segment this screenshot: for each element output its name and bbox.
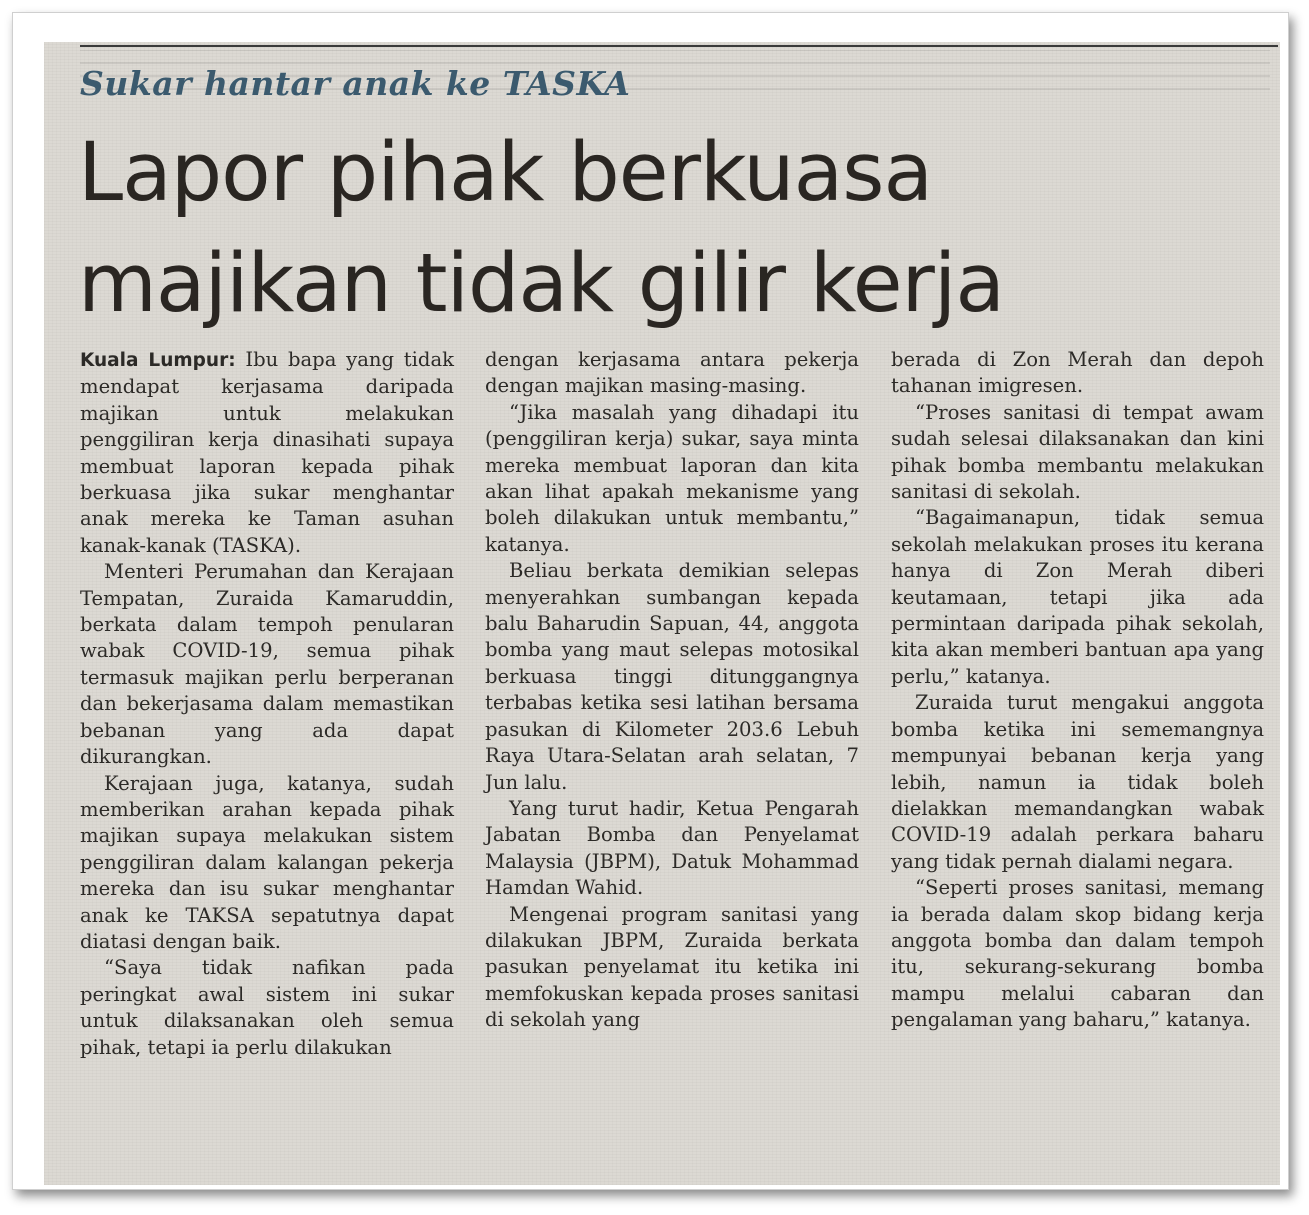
- paragraph: Zuraida turut mengakui anggota bomba ketika ini sememangnya mempunyai bebanan kerja yang lebih, namun ia tidak boleh dielakkan memandangkan wabak COVID-19 adalah perkara baharu yang tidak pernah dialami negara.: [891, 691, 1264, 873]
- article-kicker: Sukar hantar anak ke TASKA: [80, 64, 631, 103]
- paragraph: Yang turut hadir, Ketua Pengarah Jabatan Bomba dan Penyelamat Malaysia (JBPM), Datuk Mohammad Hamdan Wahid.: [485, 796, 859, 900]
- article-headline: [78, 118, 1004, 340]
- paragraph: Menteri Perumahan dan Kerajaan Tempatan, Zuraida Kamaruddin, berkata dalam tempoh penularan wabak COVID-19, semua pihak termasuk majikan perlu berperanan dan bekerjasama dalam memastikan bebanan yang ada dapat dikurangkan.: [80, 560, 454, 769]
- clipping-frame: [12, 12, 1289, 1190]
- paragraph-text: Ibu bapa yang tidak mendapat kerjasama daripada majikan untuk melakukan penggiliran kerja dinasihati supaya membuat laporan kepada pihak berkuasa jika sukar menghantar anak mereka ke Taman asuhan kanak-kanak (TASKA).: [80, 348, 454, 557]
- dateline: Kuala Lumpur:: [80, 350, 236, 371]
- newspaper-clipping: [44, 42, 1280, 1185]
- headline-line-1: Lapor pihak berkuasa: [78, 126, 933, 220]
- top-rule: [80, 45, 1278, 47]
- article-column-1: [80, 347, 454, 1061]
- paragraph: berada di Zon Merah dan depoh tahanan imigresen.: [891, 348, 1264, 398]
- paragraph: “Seperti proses sanitasi, memang ia berada dalam skop bidang kerja anggota bomba dan dalam tempoh itu, sekurang-sekurang bomba mampu melalui cabaran dan pengalaman yang baharu,” katanya.: [891, 876, 1264, 1032]
- headline-line-2: majikan tidak gilir kerja: [78, 237, 1004, 331]
- paragraph: “Jika masalah yang dihadapi itu (penggiliran kerja) sukar, saya minta mereka membuat laporan dan kita akan lihat apakah mekanisme yang boleh dilakukan untuk membantu,” katanya.: [485, 400, 859, 556]
- paragraph: Beliau berkata demikian selepas menyerahkan sumbangan kepada balu Baharudin Sapuan, 44, anggota bomba yang maut selepas motosikal berkuasa tinggi ditunggangnya terbabas ketika sesi latihan bersama pasukan di Kilometer 203.6 Lebuh Raya Utara-Selatan arah selatan, 7 Jun lalu.: [485, 559, 859, 794]
- article-column-3: [891, 347, 1264, 1034]
- paragraph: dengan kerjasama antara pekerja dengan majikan masing-masing.: [485, 348, 859, 398]
- article-column-2: [485, 347, 859, 1034]
- paragraph: Kerajaan juga, katanya, sudah memberikan arahan kepada pihak majikan supaya melakukan sistem penggiliran dalam kalangan pekerja mereka dan isu sukar menghantar anak ke TAKSA sepatutnya dapat diatasi dengan baik.: [80, 771, 454, 953]
- paragraph: “Proses sanitasi di tempat awam sudah selesai dilaksanakan dan kini pihak bomba membantu melakukan sanitasi di sekolah.: [891, 400, 1264, 504]
- paragraph: Mengenai program sanitasi yang dilakukan JBPM, Zuraida berkata pasukan penyelamat itu ketika ini memfokuskan kepada proses sanitasi di sekolah yang: [485, 902, 859, 1032]
- paragraph: “Saya tidak nafikan pada peringkat awal sistem ini sukar untuk dilaksanakan oleh semua pihak, tetapi ia perlu dilakukan: [80, 956, 454, 1059]
- paragraph: [80, 347, 454, 559]
- paragraph: “Bagaimanapun, tidak semua sekolah melakukan proses itu kerana hanya di Zon Merah diberi keutamaan, tetapi jika ada permintaan daripada pihak sekolah, kita akan memberi bantuan apa yang perlu,” katanya.: [891, 506, 1264, 688]
